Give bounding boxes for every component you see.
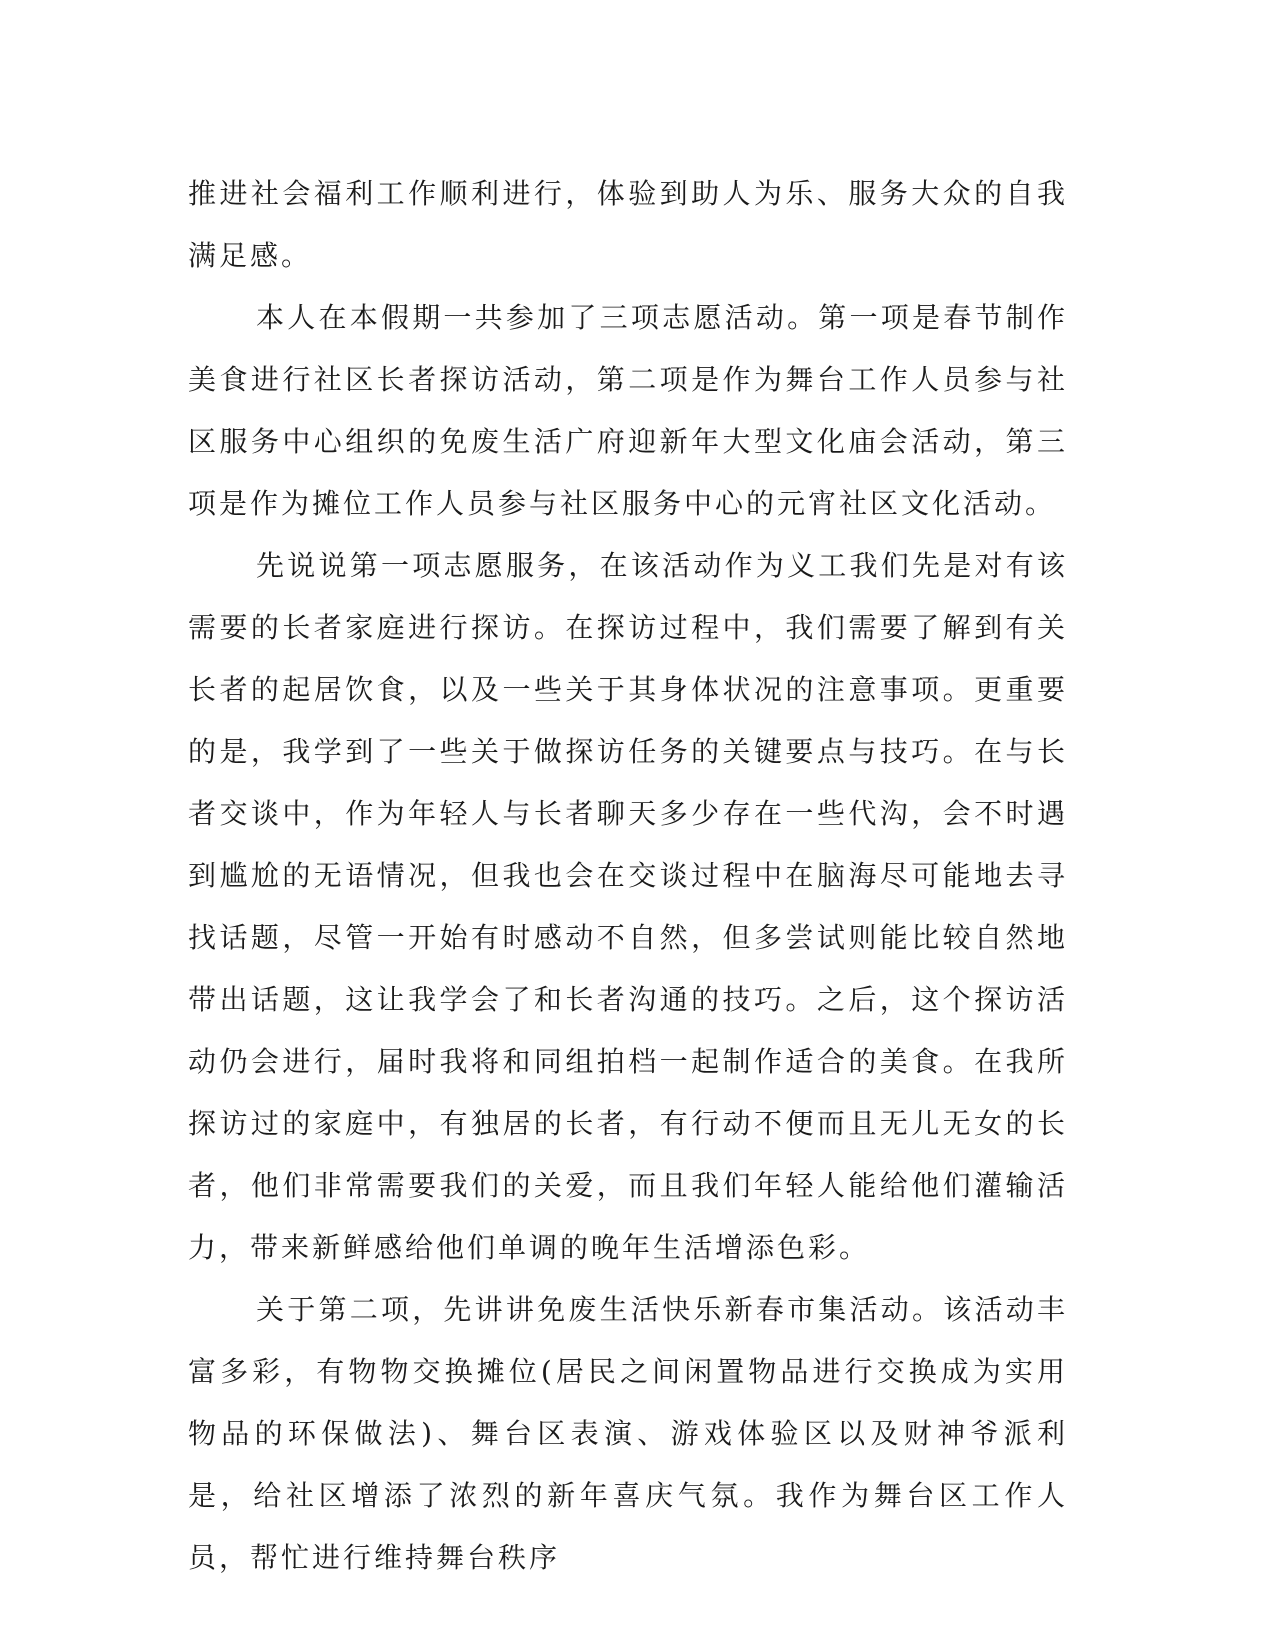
paragraph-2: 本人在本假期一共参加了三项志愿活动。第一项是春节制作美食进行社区长者探访活动，第二项是作为舞台工作人员参与社区服务中心组织的免废生活广府迎新年大型文化庙会活动，第三项是作为摊位工作人员参与社区服务中心的元宵社区文化活动。: [188, 301, 1068, 520]
paragraph-3: 先说说第一项志愿服务，在该活动作为义工我们先是对有该需要的长者家庭进行探访。在探访过程中，我们需要了解到有关长者的起居饮食，以及一些关于其身体状况的注意事项。更重要的是，我学到了一些关于做探访任务的关键要点与技巧。在与长者交谈中，作为年轻人与长者聊天多少存在一些代沟，会不时遇到尴尬的无语情况，但我也会在交谈过程中在脑海尽可能地去寻找话题，尽管一开始有时感动不自然，但多尝试则能比较自然地带出话题，这让我学会了和长者沟通的技巧。之后，这个探访活动仍会进行，届时我将和同组拍档一起制作适合的美食。在我所探访过的家庭中，有独居的长者，有行动不便而且无儿无女的长者，他们非常需要我们的关爱，而且我们年轻人能给他们灌输活力，带来新鲜感给他们单调的晚年生活增添色彩。: [188, 549, 1068, 1264]
paragraph-1: 推进社会福利工作顺利进行，体验到助人为乐、服务大众的自我满足感。: [188, 177, 1068, 272]
document-body: [188, 163, 1068, 1589]
paragraph-4: 关于第二项，先讲讲免废生活快乐新春市集活动。该活动丰富多彩，有物物交换摊位(居民之间闲置物品进行交换成为实用物品的环保做法)、舞台区表演、游戏体验区以及财神爷派利是，给社区增添了浓烈的新年喜庆气氛。我作为舞台区工作人员，帮忙进行维持舞台秩序: [188, 1293, 1068, 1574]
